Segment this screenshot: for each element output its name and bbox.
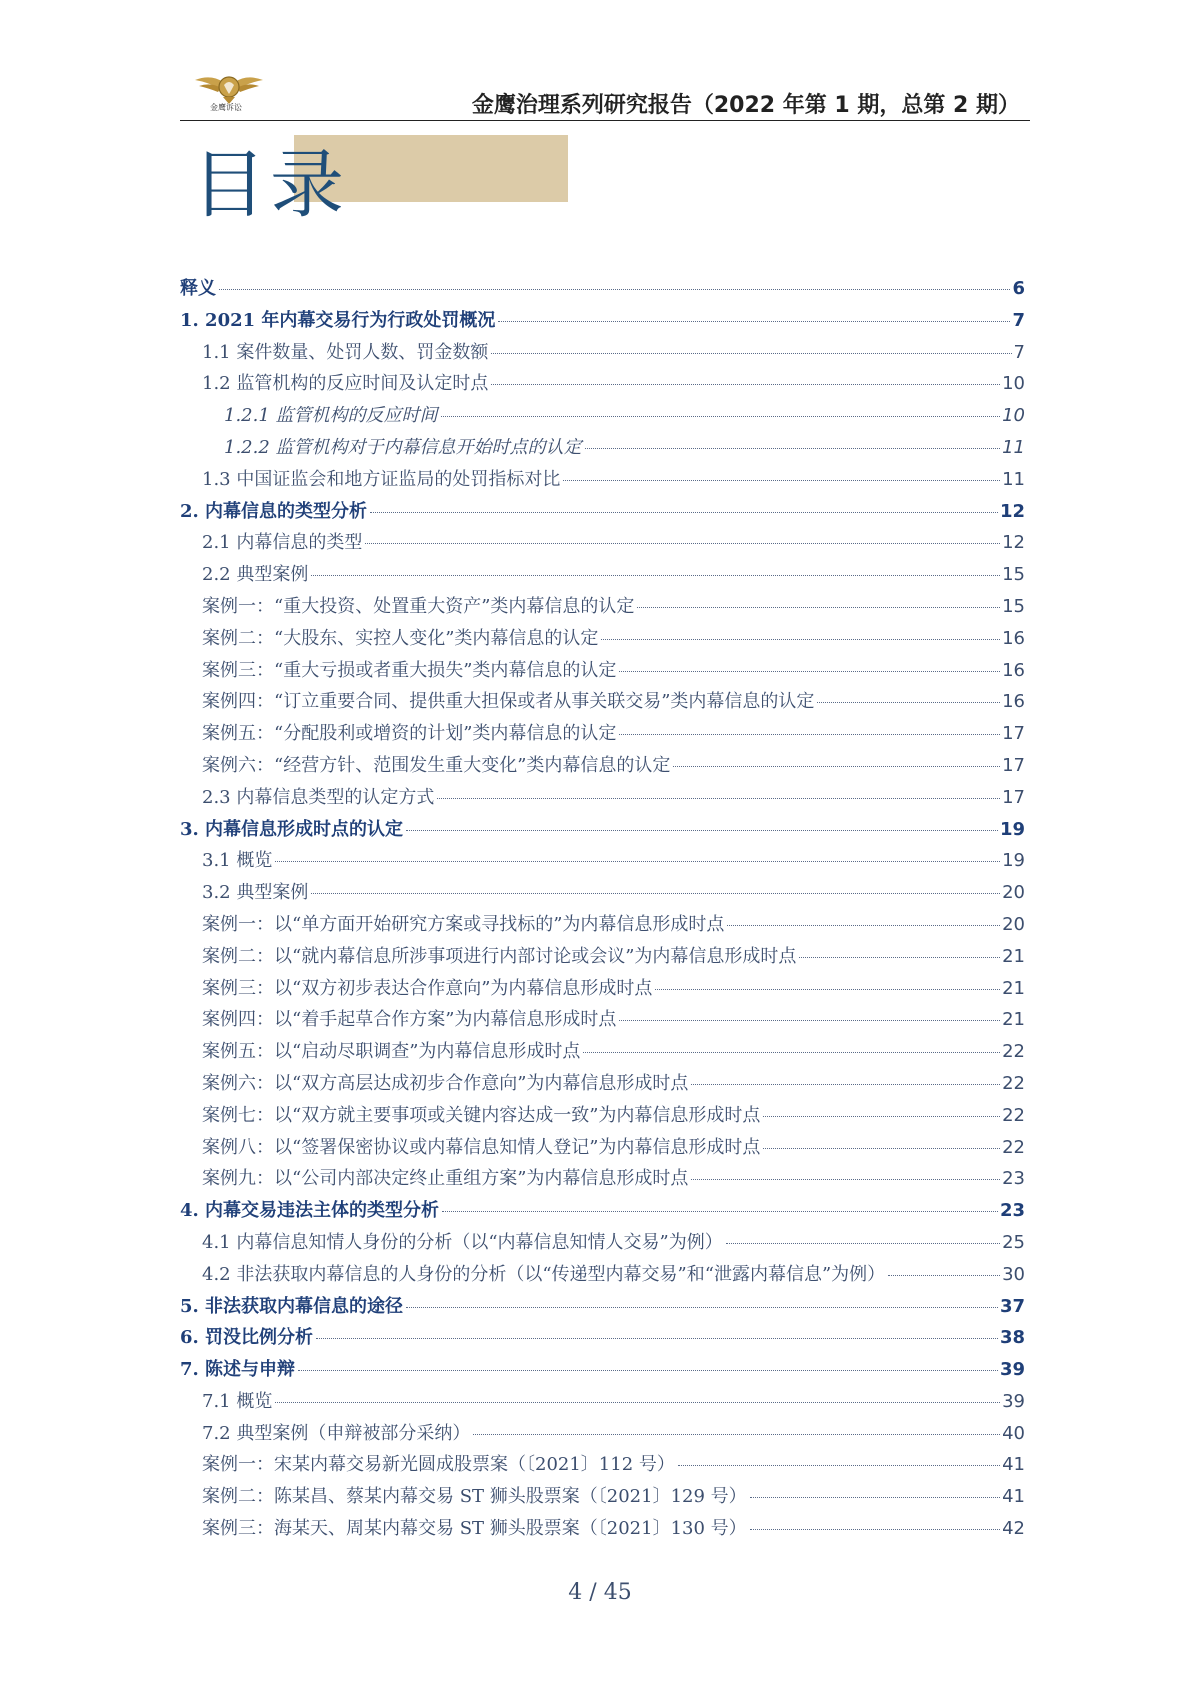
toc-leader-dots [637,607,1000,608]
toc-leader-dots [888,1275,1000,1276]
toc-entry[interactable] [180,1196,1025,1228]
toc-leader-dots [311,575,1000,576]
toc-entry[interactable] [180,910,1025,942]
toc-entry-page: 12 [1002,532,1025,554]
toc-leader-dots [491,384,1000,385]
toc-entry[interactable] [180,1069,1025,1101]
toc-entry-page: 38 [999,1327,1025,1349]
toc-entry-page: 40 [1002,1422,1025,1444]
toc-entry-title: 案例九：以“公司内部决定终止重组方案”为内幕信息形成时点 [202,1168,689,1190]
toc-entry[interactable] [180,401,1025,433]
toc-leader-dots [727,925,1000,926]
toc-entry-title: 4.2 非法获取内幕信息的人身份的分析（以“传递型内幕交易”和“泄露内幕信息”为例） [202,1263,886,1285]
toc-entry-page: 10 [1002,373,1025,395]
toc-leader-dots [619,671,1000,672]
toc-entry-title: 2.3 内幕信息类型的认定方式 [202,786,435,808]
toc-entry-page: 16 [1002,691,1025,713]
toc-entry[interactable] [180,1482,1025,1514]
toc-entry-title: 3.1 概览 [202,850,273,872]
toc-entry-page: 6 [1012,278,1025,299]
toc-entry-page: 11 [1002,436,1025,458]
toc-entry-title: 案例五：以“启动尽职调查”为内幕信息形成时点 [202,1041,581,1063]
toc-entry-title: 案例二：“大股东、实控人变化”类内幕信息的认定 [202,627,599,649]
toc-leader-dots [316,1338,998,1339]
toc-entry[interactable] [180,687,1025,719]
toc-entry[interactable] [180,878,1025,910]
toc-entry-page: 23 [999,1200,1025,1222]
toc-entry[interactable] [180,942,1025,974]
toc-entry[interactable] [180,1260,1025,1292]
toc-entry[interactable] [180,1101,1025,1133]
toc-entry-page: 16 [1002,627,1025,649]
toc-leader-dots [750,1529,1000,1530]
toc-entry-page: 41 [1002,1486,1025,1508]
toc-entry-page: 15 [1002,595,1025,617]
toc-leader-dots [437,798,1000,799]
toc-entry[interactable] [180,783,1025,815]
toc-entry-title: 1.2.1 监管机构的反应时间 [224,405,438,427]
logo-text: 金鹰诉讼 [210,103,242,112]
toc-entry-title: 1.2 监管机构的反应时间及认定时点 [202,373,489,395]
toc-entry-title: 案例一：宋某内幕交易新光圆成股票案（〔2021〕112 号） [202,1454,675,1476]
page-number: 4 / 45 [568,1580,632,1605]
toc-leader-dots [583,1052,1000,1053]
toc-entry[interactable] [180,306,1025,338]
toc-entry[interactable] [180,1228,1025,1260]
toc-entry[interactable] [180,497,1025,529]
toc-entry-title: 案例八：以“签署保密协议或内幕信息知情人登记”为内幕信息形成时点 [202,1136,761,1158]
toc-entry[interactable] [180,1419,1025,1451]
toc-entry-page: 37 [999,1295,1025,1317]
toc-entry-page: 30 [1002,1263,1025,1285]
toc-leader-dots [691,1179,1000,1180]
toc-entry-page: 39 [1002,1390,1025,1412]
table-of-contents [180,274,1025,1546]
toc-entry-title: 7. 陈述与申辩 [180,1359,296,1381]
toc-entry-page: 7 [1012,309,1025,331]
toc-leader-dots [763,1148,1000,1149]
toc-entry-page: 17 [1002,754,1025,776]
toc-leader-dots [219,289,1010,290]
toc-entry[interactable] [180,465,1025,497]
toc-entry-page: 19 [1002,850,1025,872]
toc-leader-dots [750,1497,1000,1498]
toc-leader-dots [799,957,1000,958]
toc-entry[interactable] [180,1164,1025,1196]
toc-entry[interactable] [180,592,1025,624]
toc-entry-title: 案例四：以“着手起草合作方案”为内幕信息形成时点 [202,1009,617,1031]
toc-entry-title: 案例二：陈某昌、蔡某内幕交易 ST 狮头股票案（〔2021〕129 号） [202,1486,747,1508]
toc-entry-page: 16 [1002,659,1025,681]
toc-entry[interactable] [180,1005,1025,1037]
toc-entry-title: 案例六：“经营方针、范围发生重大变化”类内幕信息的认定 [202,754,671,776]
toc-leader-dots [726,1243,1000,1244]
toc-entry[interactable] [180,1514,1025,1546]
toc-entry-page: 20 [1002,913,1025,935]
toc-entry[interactable] [180,433,1025,465]
toc-entry-title: 5. 非法获取内幕信息的途径 [180,1295,404,1317]
toc-leader-dots [275,1402,1000,1403]
toc-entry-title: 4.1 内幕信息知情人身份的分析（以“内幕信息知情人交易”为例） [202,1231,723,1253]
toc-leader-dots [365,543,1000,544]
report-series-title: 金鹰治理系列研究报告（2022 年第 1 期，总第 2 期） [471,93,1020,118]
toc-entry-page: 22 [1002,1041,1025,1063]
toc-entry-page: 17 [1002,786,1025,808]
toc-entry-title: 3.2 典型案例 [202,882,309,904]
toc-entry-title: 4. 内幕交易违法主体的类型分析 [180,1200,440,1222]
toc-entry-page: 12 [999,500,1025,522]
toc-entry-page: 42 [1002,1518,1025,1540]
toc-entry-page: 20 [1002,882,1025,904]
toc-entry-title: 3. 内幕信息形成时点的认定 [180,818,404,840]
toc-entry-title: 案例六：以“双方高层达成初步合作意向”为内幕信息形成时点 [202,1072,689,1094]
toc-leader-dots [678,1465,1000,1466]
toc-leader-dots [817,702,1000,703]
toc-entry-title: 2. 内幕信息的类型分析 [180,500,368,522]
toc-leader-dots [619,1020,1000,1021]
toc-leader-dots [563,480,1000,481]
toc-leader-dots [473,1434,1000,1435]
toc-entry-title: 1. 2021 年内幕交易行为行政处罚概况 [180,309,496,331]
toc-leader-dots [619,734,1000,735]
toc-entry-title: 1.1 案件数量、处罚人数、罚金数额 [202,341,489,363]
toc-entry[interactable] [180,369,1025,401]
toc-entry-page: 21 [1002,945,1025,967]
toc-entry[interactable] [180,1387,1025,1419]
toc-entry[interactable] [180,656,1025,688]
toc-entry-title: 案例二：以“就内幕信息所涉事项进行内部讨论或会议”为内幕信息形成时点 [202,945,797,967]
toc-entry-page: 22 [1002,1104,1025,1126]
toc-entry[interactable] [180,338,1025,370]
toc-entry[interactable] [180,1355,1025,1387]
toc-entry[interactable] [180,624,1025,656]
toc-entry[interactable] [180,751,1025,783]
toc-entry-title: 2.2 典型案例 [202,564,309,586]
toc-entry-page: 15 [1002,564,1025,586]
toc-entry[interactable] [180,815,1025,847]
toc-entry-page: 22 [1002,1136,1025,1158]
toc-entry-title: 释义 [180,278,216,299]
toc-leader-dots [275,861,1000,862]
toc-heading: 目录 [192,142,348,228]
toc-entry-page: 11 [1002,468,1025,490]
toc-entry-page: 23 [1002,1168,1025,1190]
toc-leader-dots [498,321,1010,322]
toc-leader-dots [406,1307,998,1308]
toc-leader-dots [442,1211,998,1212]
toc-leader-dots [601,639,1000,640]
toc-entry-title: 案例三：以“双方初步表达合作意向”为内幕信息形成时点 [202,977,653,999]
toc-leader-dots [673,766,1000,767]
toc-entry[interactable] [180,974,1025,1006]
page-header [180,60,1030,121]
toc-entry[interactable] [180,846,1025,878]
toc-entry-title: 7.2 典型案例（申辩被部分采纳） [202,1422,471,1444]
toc-entry-title: 案例三：“重大亏损或者重大损失”类内幕信息的认定 [202,659,617,681]
toc-leader-dots [763,1116,1000,1117]
toc-entry[interactable] [180,1133,1025,1165]
toc-entry-title: 7.1 概览 [202,1390,273,1412]
toc-leader-dots [491,353,1011,354]
toc-entry-page: 25 [1002,1231,1025,1253]
toc-entry-page: 7 [1013,341,1025,363]
toc-entry-title: 6. 罚没比例分析 [180,1327,314,1349]
toc-entry-page: 21 [1002,977,1025,999]
toc-entry-title: 案例一：“重大投资、处置重大资产”类内幕信息的认定 [202,595,635,617]
toc-entry-title: 案例七：以“双方就主要事项或关键内容达成一致”为内幕信息形成时点 [202,1104,761,1126]
toc-entry-title: 案例三：海某天、周某内幕交易 ST 狮头股票案（〔2021〕130 号） [202,1518,747,1540]
toc-entry[interactable] [180,528,1025,560]
toc-leader-dots [298,1370,998,1371]
toc-entry[interactable] [180,719,1025,751]
toc-leader-dots [406,830,998,831]
toc-entry-title: 2.1 内幕信息的类型 [202,532,363,554]
toc-entry-page: 22 [1002,1072,1025,1094]
toc-leader-dots [691,1084,1000,1085]
toc-entry[interactable] [180,1292,1025,1324]
toc-entry-title: 1.2.2 监管机构对于内幕信息开始时点的认定 [224,436,582,458]
toc-leader-dots [311,893,1000,894]
toc-entry[interactable] [180,274,1025,306]
toc-leader-dots [585,448,1001,449]
toc-entry[interactable] [180,1450,1025,1482]
toc-entry-page: 17 [1002,723,1025,745]
toc-entry-title: 案例四：“订立重要合同、提供重大担保或者从事关联交易”类内幕信息的认定 [202,691,815,713]
toc-entry[interactable] [180,1323,1025,1355]
toc-entry-title: 案例五：“分配股利或增资的计划”类内幕信息的认定 [202,723,617,745]
toc-entry[interactable] [180,560,1025,592]
toc-entry-page: 10 [1002,405,1025,427]
toc-entry-page: 19 [999,818,1025,840]
toc-entry-page: 39 [999,1359,1025,1381]
toc-entry-title: 案例一：以“单方面开始研究方案或寻找标的”为内幕信息形成时点 [202,913,725,935]
toc-entry-page: 41 [1002,1454,1025,1476]
toc-entry-page: 21 [1002,1009,1025,1031]
toc-leader-dots [441,416,1001,417]
toc-entry-title: 1.3 中国证监会和地方证监局的处罚指标对比 [202,468,561,490]
toc-leader-dots [370,512,998,513]
toc-entry[interactable] [180,1037,1025,1069]
toc-leader-dots [655,989,1000,990]
